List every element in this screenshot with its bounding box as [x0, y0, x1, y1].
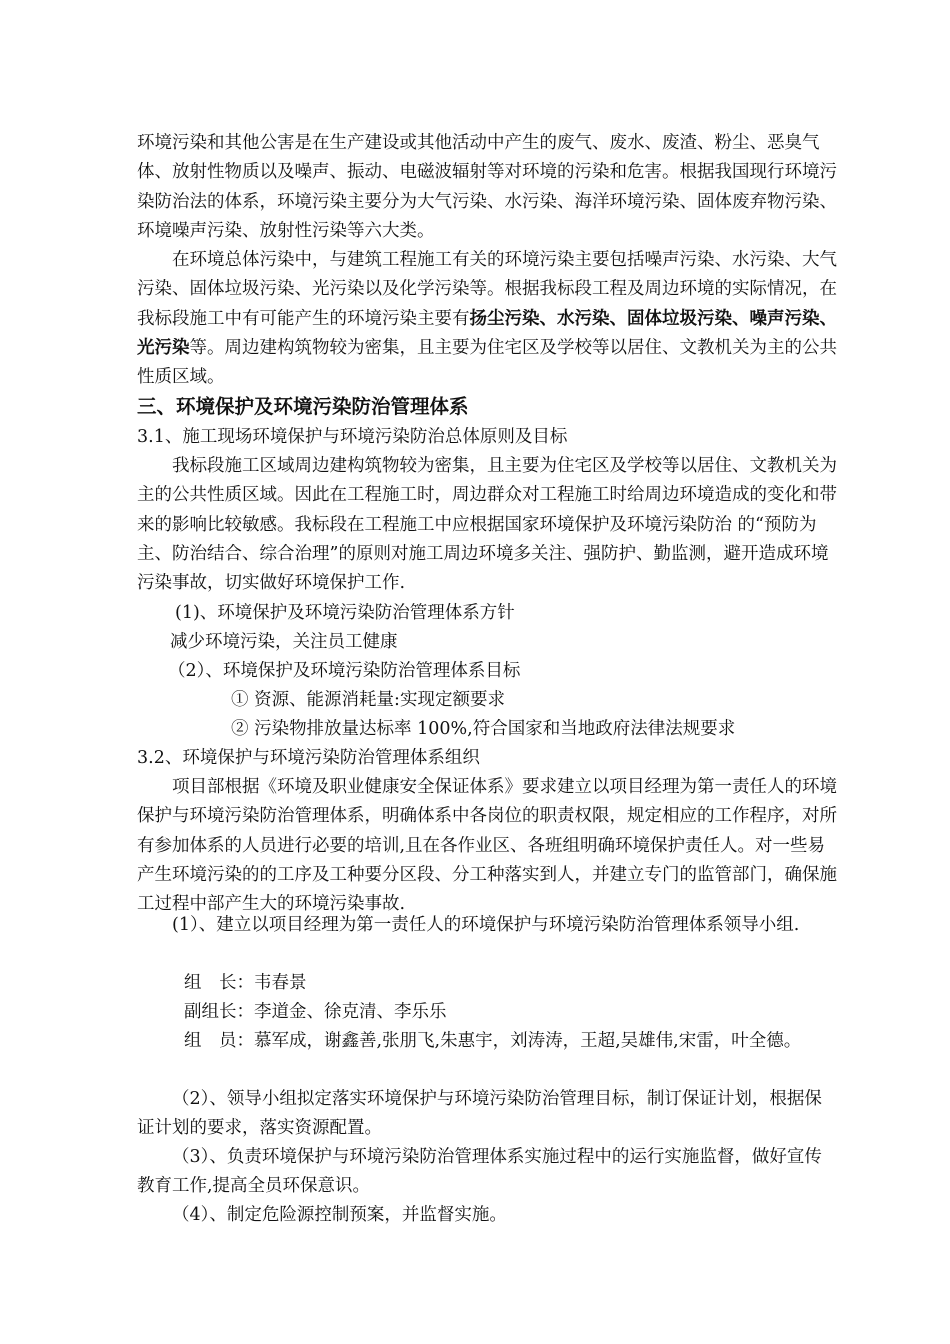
subsection-3-1-title: 3.1、施工现场环境保护与环境污染防治总体原则及目标: [137, 427, 568, 447]
subsection-3-1-paragraph: 我标段施工区域周边建构筑物较为密集，且主要为住宅区及学校等以居住、文教机关为主的公共性质区域。因此在工程施工时，周边群众对工程施工时给周边环境造成的变化和带来的影响比较敏感。我标段在工程施工中应根据国家环境保护及环境污染防治 的“预防为主、防治结合、综合治理”的原则对施工周边环境多关注、强防护、勤监测，避开造成环境污染事故，切实做好环境保护工作.: [137, 456, 837, 594]
intro-paragraph-1: 环境污染和其他公害是在生产建设或其他活动中产生的废气、废水、废渣、粉尘、恶臭气体、放射性物质以及噪声、振动、电磁波辐射等对环境的污染和危害。根据我国现行环境污染防治法的体系，环境污染主要分为大气污染、水污染、海洋环境污染、固体废弃物污染、环境噪声污染、放射性污染等六大类。: [137, 133, 837, 241]
org-item-2: （2）、领导小组拟定落实环境保护与环境污染防治管理目标，制订保证计划，根据保证计划的要求，落实资源配置。: [137, 1089, 822, 1139]
intro-p2-text: 在环境总体污染中，与建筑工程施工有关的环境污染主要包括噪声污染、水污染、大气污染、固体垃圾污染、光污染以及化学污染等。根据我标段工程及周边环境的实际情况，在我标段施工中有可能产生的环境污染主要有: [137, 250, 837, 329]
group-leader: 组 长：韦春景: [184, 973, 307, 993]
subsection-3-2-title: 3.2、环境保护与环境污染防治管理体系组织: [137, 748, 480, 768]
org-item-4: （4）、制定危险源控制预案，并监督实施。: [172, 1205, 507, 1225]
intro-p2-tail: 等。周边建构筑物较为密集，且主要为住宅区及学校等以居住、文教机关为主的公共性质区域。: [137, 337, 837, 388]
subsection-3-2-paragraph: 项目部根据《环境及职业健康安全保证体系》要求建立以项目经理为第一责任人的环境保护与环境污染防治管理体系，明确体系中各岗位的职责权限，规定相应的工作程序，对所有参加体系的人员进行必要的培训,且在各作业区、各班组明确环境保护责任人。对一些易产生环境污染的的工序及工种要分区段、分工种落实到人，并建立专门的监管部门，确保施工过程中部产生大的环境污染事故.: [137, 777, 837, 915]
goal-title: （2）、环境保护及环境污染防治管理体系目标: [168, 661, 521, 681]
goal-item-1: ① 资源、能源消耗量:实现定额要求: [231, 690, 505, 710]
org-item-3: （3）、负责环境保护与环境污染防治管理体系实施过程中的运行实施监督，做好宣传教育工作,提高全员环保意识。: [137, 1147, 822, 1197]
goal-item-2: ② 污染物排放量达标率 100%,符合国家和当地政府法律法规要求: [231, 719, 736, 739]
policy-title: (1)、环境保护及环境污染防治管理体系方针: [175, 603, 515, 623]
deputy-leaders: 副组长：李道金、徐克清、李乐乐: [184, 1002, 447, 1022]
org-item-1: (1）、建立以项目经理为第一责任人的环境保护与环境污染防治管理体系领导小组.: [172, 915, 800, 935]
pollution-types-emphasis: 扬尘污染、水污染、固体垃圾污染、噪声污染、光污染: [137, 308, 837, 358]
intro-paragraph-2: [137, 246, 837, 392]
group-members: 组 员：慕军成，谢鑫善,张朋飞,朱惠宇，刘涛涛，王超,吴雄伟,宋雷，叶全德。: [184, 1031, 802, 1051]
policy-text: 减少环境污染，关注员工健康: [170, 632, 398, 652]
section-heading: 三、环境保护及环境污染防治管理体系: [137, 395, 469, 418]
